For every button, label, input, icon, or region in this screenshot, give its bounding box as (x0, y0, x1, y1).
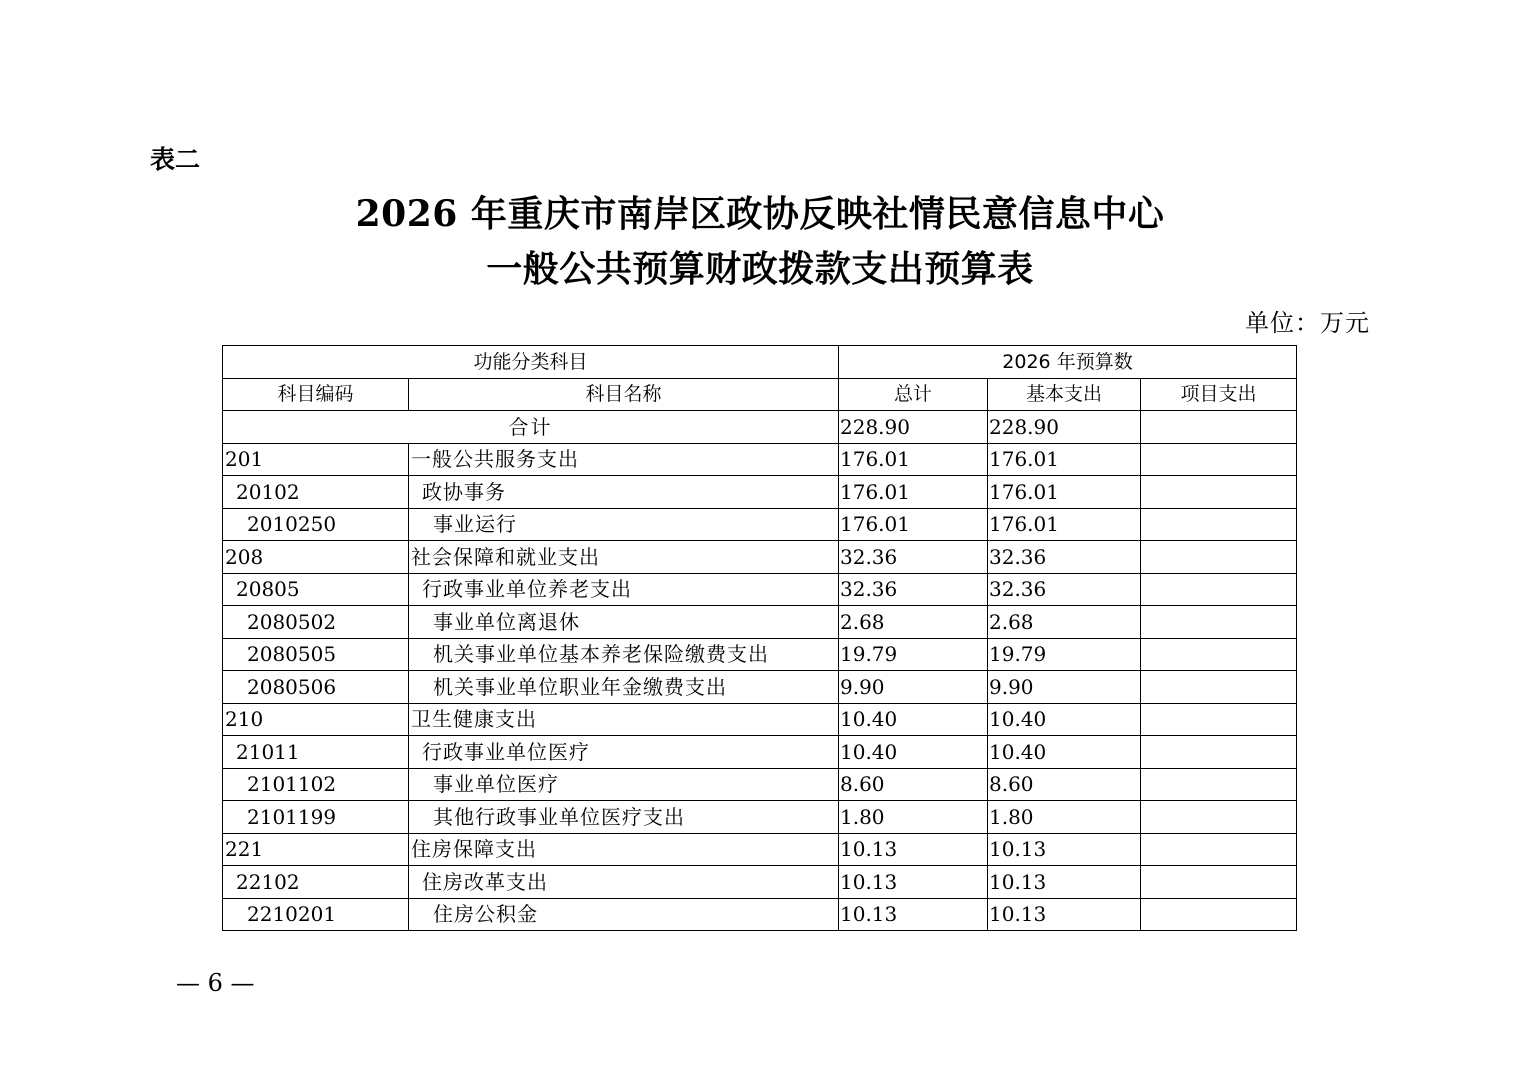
table-row (223, 573, 1297, 606)
basic-cell: 176.01 (988, 443, 1141, 476)
total-cell: 1.80 (839, 801, 988, 834)
page-number: — 6 — (176, 969, 255, 997)
basic-cell: 8.60 (988, 768, 1141, 801)
total-cell: 2.68 (839, 606, 988, 639)
total-cell: 10.13 (839, 833, 988, 866)
name-cell: 其他行政事业单位医疗支出 (409, 801, 839, 834)
basic-cell: 10.40 (988, 736, 1141, 769)
code-cell: 20102 (223, 476, 409, 509)
code-column-header: 科目编码 (223, 378, 409, 411)
project-cell (1141, 801, 1297, 834)
basic-cell: 10.13 (988, 898, 1141, 931)
code-cell: 2080502 (223, 606, 409, 639)
code-cell: 2080506 (223, 671, 409, 704)
total-cell: 32.36 (839, 573, 988, 606)
project-cell (1141, 671, 1297, 704)
code-cell: 21011 (223, 736, 409, 769)
code-cell: 2101102 (223, 768, 409, 801)
code-cell: 201 (223, 443, 409, 476)
code-cell: 221 (223, 833, 409, 866)
code-cell: 20805 (223, 573, 409, 606)
project-cell (1141, 898, 1297, 931)
total-cell: 10.13 (839, 866, 988, 899)
basic-cell: 176.01 (988, 476, 1141, 509)
total-cell: 9.90 (839, 671, 988, 704)
table-row (223, 801, 1297, 834)
name-cell: 政协事务 (409, 476, 839, 509)
project-cell (1141, 736, 1297, 769)
table-row (223, 541, 1297, 574)
total-cell: 176.01 (839, 443, 988, 476)
table-row (223, 833, 1297, 866)
total-cell: 19.79 (839, 638, 988, 671)
basic-cell: 32.36 (988, 573, 1141, 606)
project-cell (1141, 866, 1297, 899)
basic-cell: 10.13 (988, 833, 1141, 866)
functional-group-header: 功能分类科目 (223, 346, 839, 379)
code-cell: 2010250 (223, 508, 409, 541)
code-cell: 208 (223, 541, 409, 574)
page-title-line1: 2026 年重庆市南岸区政协反映社情民意信息中心 (355, 193, 1165, 235)
budget-table (222, 345, 1297, 931)
table-row (223, 736, 1297, 769)
basic-cell: 176.01 (988, 508, 1141, 541)
total-cell: 176.01 (839, 476, 988, 509)
project-cell (1141, 541, 1297, 574)
table-row (223, 671, 1297, 704)
group-header-row (223, 346, 1297, 379)
summary-basic-cell: 228.90 (988, 411, 1141, 444)
table-row (223, 606, 1297, 639)
basic-cell: 10.13 (988, 866, 1141, 899)
name-cell: 机关事业单位职业年金缴费支出 (409, 671, 839, 704)
code-cell: 2080505 (223, 638, 409, 671)
code-cell: 2101199 (223, 801, 409, 834)
name-cell: 事业单位医疗 (409, 768, 839, 801)
name-cell: 机关事业单位基本养老保险缴费支出 (409, 638, 839, 671)
name-cell: 住房公积金 (409, 898, 839, 931)
name-cell: 一般公共服务支出 (409, 443, 839, 476)
basic-cell: 2.68 (988, 606, 1141, 639)
summary-total-cell: 228.90 (839, 411, 988, 444)
project-cell (1141, 606, 1297, 639)
name-cell: 事业单位离退休 (409, 606, 839, 639)
basic-cell: 19.79 (988, 638, 1141, 671)
summary-project-cell (1141, 411, 1297, 444)
table-row (223, 768, 1297, 801)
total-cell: 8.60 (839, 768, 988, 801)
basic-cell: 32.36 (988, 541, 1141, 574)
project-cell (1141, 476, 1297, 509)
code-cell: 210 (223, 703, 409, 736)
total-cell: 10.40 (839, 736, 988, 769)
project-cell (1141, 703, 1297, 736)
basic-cell: 9.90 (988, 671, 1141, 704)
code-cell: 22102 (223, 866, 409, 899)
table-label: 表二 (150, 145, 201, 174)
name-cell: 住房改革支出 (409, 866, 839, 899)
project-cell (1141, 508, 1297, 541)
name-cell: 行政事业单位养老支出 (409, 573, 839, 606)
table-row (223, 443, 1297, 476)
table-row (223, 898, 1297, 931)
table-row (223, 866, 1297, 899)
summary-label: 合计 (223, 411, 839, 444)
basic-column-header: 基本支出 (988, 378, 1141, 411)
total-cell: 32.36 (839, 541, 988, 574)
total-cell: 10.40 (839, 703, 988, 736)
basic-cell: 10.40 (988, 703, 1141, 736)
project-cell (1141, 443, 1297, 476)
table-row (223, 703, 1297, 736)
name-cell: 社会保障和就业支出 (409, 541, 839, 574)
project-cell (1141, 638, 1297, 671)
name-cell: 卫生健康支出 (409, 703, 839, 736)
project-cell (1141, 768, 1297, 801)
summary-row (223, 411, 1297, 444)
table-row (223, 476, 1297, 509)
total-cell: 10.13 (839, 898, 988, 931)
name-column-header: 科目名称 (409, 378, 839, 411)
page-title-line2: 一般公共预算财政拨款支出预算表 (486, 248, 1034, 290)
name-cell: 住房保障支出 (409, 833, 839, 866)
project-column-header: 项目支出 (1141, 378, 1297, 411)
budget-group-header: 2026 年预算数 (839, 346, 1297, 379)
project-cell (1141, 833, 1297, 866)
total-cell: 176.01 (839, 508, 988, 541)
table-row (223, 508, 1297, 541)
column-header-row (223, 378, 1297, 411)
code-cell: 2210201 (223, 898, 409, 931)
table-row (223, 638, 1297, 671)
name-cell: 行政事业单位医疗 (409, 736, 839, 769)
project-cell (1141, 573, 1297, 606)
basic-cell: 1.80 (988, 801, 1141, 834)
name-cell: 事业运行 (409, 508, 839, 541)
total-column-header: 总计 (839, 378, 988, 411)
unit-label: 单位：万元 (1245, 309, 1370, 337)
